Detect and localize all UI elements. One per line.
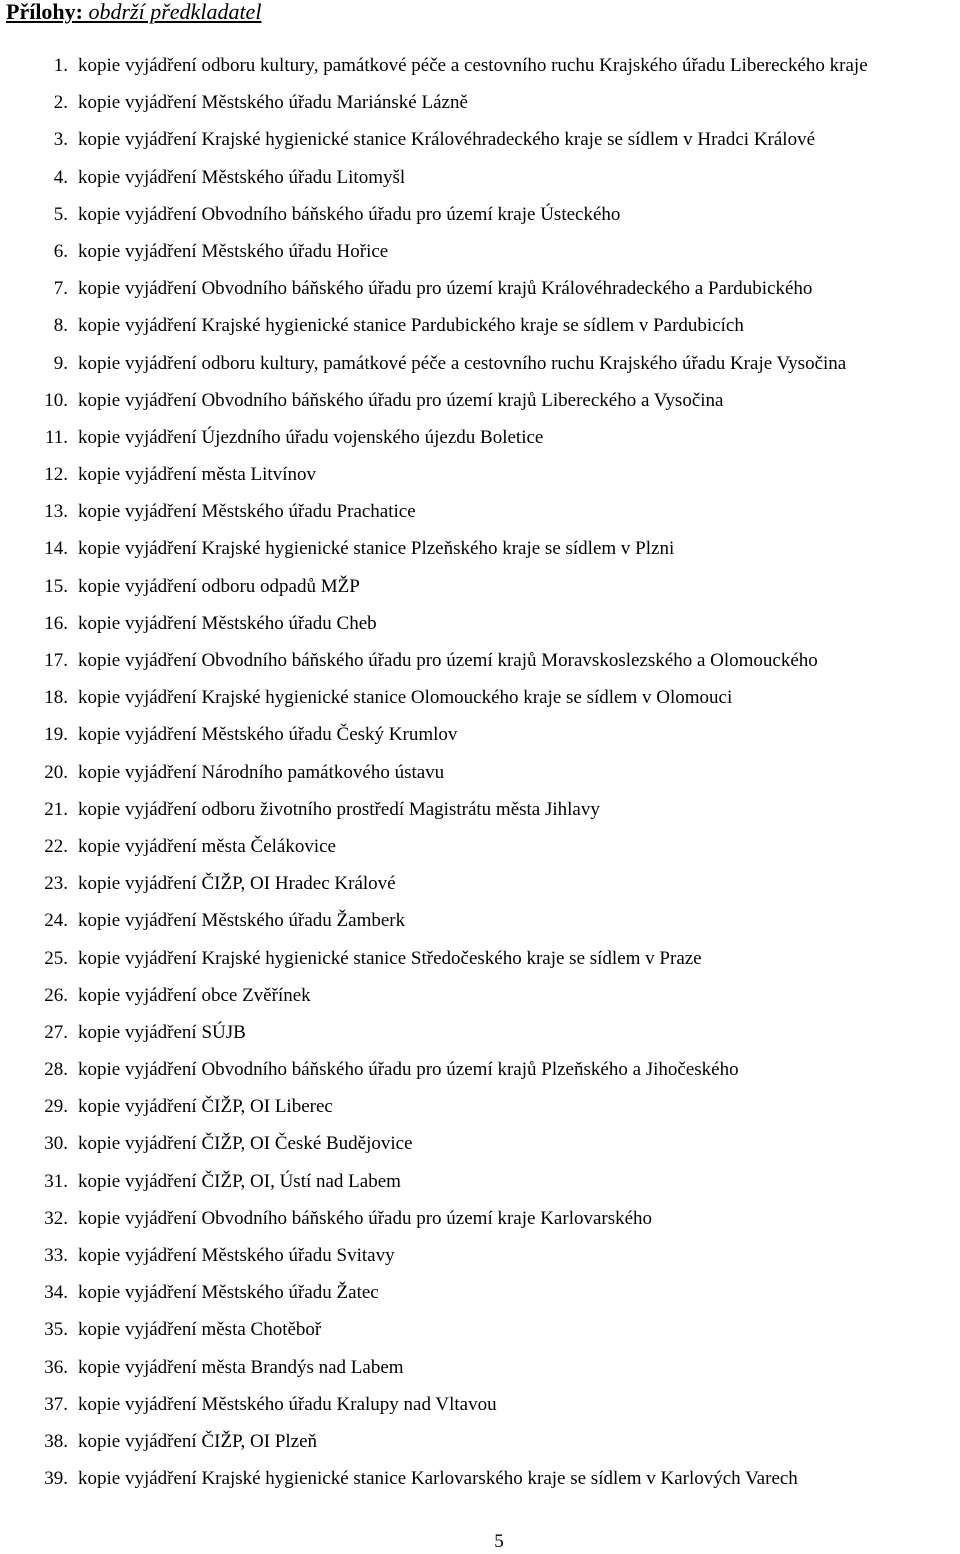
list-item-text: kopie vyjádření Městského úřadu Žatec xyxy=(78,1282,379,1304)
list-item-text: kopie vyjádření ČIŽP, OI Liberec xyxy=(78,1096,333,1118)
list-item-number: 29. xyxy=(44,1096,68,1118)
list-item-number: 13. xyxy=(44,501,68,523)
list-item-number: 4. xyxy=(53,166,68,188)
list-item-number: 6. xyxy=(53,240,68,262)
list-item xyxy=(0,424,960,461)
list-item-number: 7. xyxy=(53,278,68,300)
list-item xyxy=(0,275,960,312)
list-item-number: 26. xyxy=(44,984,68,1006)
list-item xyxy=(0,573,960,610)
list-item-text: kopie vyjádření Krajské hygienické stanice Karlovarského kraje se sídlem v Karlových Varech xyxy=(78,1468,798,1490)
list-item-number: 5. xyxy=(53,203,68,225)
list-item-text: kopie vyjádření Obvodního báňského úřadu pro území krajů Libereckého a Vysočina xyxy=(78,389,724,411)
list-item-text: kopie vyjádření Národního památkového ústavu xyxy=(78,761,445,783)
list-item-text: kopie vyjádření Městského úřadu Mariánské Lázně xyxy=(78,92,468,114)
list-item-text: kopie vyjádření Krajské hygienické stanice Královéhradeckého kraje se sídlem v Hradci Králové xyxy=(78,129,816,151)
list-item xyxy=(0,945,960,982)
list-item-number: 23. xyxy=(44,873,68,895)
list-item xyxy=(0,1130,960,1167)
list-item-text: kopie vyjádření města Čelákovice xyxy=(78,835,336,857)
list-item-text: kopie vyjádření Městského úřadu Žamberk xyxy=(78,910,406,932)
list-item-text: kopie vyjádření ČIŽP, OI České Budějovice xyxy=(78,1133,413,1155)
list-item-text: kopie vyjádření Obvodního báňského úřadu pro území krajů Královéhradeckého a Pardubického xyxy=(78,278,813,300)
list-item xyxy=(0,461,960,498)
list-item xyxy=(0,870,960,907)
list-item-number: 19. xyxy=(44,724,68,746)
list-item-text: kopie vyjádření Krajské hygienické stanice Pardubického kraje se sídlem v Pardubicích xyxy=(78,315,744,337)
list-item xyxy=(0,89,960,126)
list-item-text: kopie vyjádření ČIŽP, OI Hradec Králové xyxy=(78,873,396,895)
attachments-heading xyxy=(6,0,261,26)
list-item-number: 30. xyxy=(44,1133,68,1155)
list-item xyxy=(0,1354,960,1391)
list-item-text: kopie vyjádření Městského úřadu Prachatice xyxy=(78,501,416,523)
list-item-text: kopie vyjádření Obvodního báňského úřadu pro území krajů Plzeňského a Jihočeského xyxy=(78,1059,739,1081)
list-item-number: 31. xyxy=(44,1170,68,1192)
list-item xyxy=(0,1056,960,1093)
list-item xyxy=(0,1168,960,1205)
list-item xyxy=(0,312,960,349)
list-item-number: 3. xyxy=(53,129,68,151)
list-item xyxy=(0,1093,960,1130)
list-item xyxy=(0,1242,960,1279)
list-item-text: kopie vyjádření města Litvínov xyxy=(78,464,316,486)
list-item-text: kopie vyjádření Obvodního báňského úřadu pro území kraje Karlovarského xyxy=(78,1207,653,1229)
list-item-number: 8. xyxy=(53,315,68,337)
list-item-number: 15. xyxy=(44,575,68,597)
list-item-number: 34. xyxy=(44,1282,68,1304)
heading-label: Přílohy: xyxy=(6,0,83,24)
list-item xyxy=(0,164,960,201)
list-item xyxy=(0,238,960,275)
list-item-number: 12. xyxy=(44,464,68,486)
list-item-text: kopie vyjádření města Brandýs nad Labem xyxy=(78,1356,404,1378)
list-item-number: 35. xyxy=(44,1319,68,1341)
list-item xyxy=(0,1465,960,1502)
list-item-number: 25. xyxy=(44,947,68,969)
list-item-number: 39. xyxy=(44,1468,68,1490)
list-item xyxy=(0,833,960,870)
list-item xyxy=(0,1391,960,1428)
list-item xyxy=(0,1279,960,1316)
list-item xyxy=(0,1428,960,1465)
list-item-number: 27. xyxy=(44,1021,68,1043)
list-item-number: 28. xyxy=(44,1059,68,1081)
list-item xyxy=(0,387,960,424)
list-item-number: 14. xyxy=(44,538,68,560)
list-item-text: kopie vyjádření SÚJB xyxy=(78,1021,246,1043)
list-item-number: 10. xyxy=(44,389,68,411)
list-item-number: 1. xyxy=(53,55,68,76)
list-item-number: 22. xyxy=(44,835,68,857)
list-item xyxy=(0,350,960,387)
list-item xyxy=(0,647,960,684)
list-item xyxy=(0,982,960,1019)
list-item xyxy=(0,721,960,758)
list-item-text: kopie vyjádření Újezdního úřadu vojenského újezdu Boletice xyxy=(78,426,544,448)
list-item-text: kopie vyjádření odboru kultury, památkové péče a cestovního ruchu Krajského úřadu Kraje Vysočina xyxy=(78,352,847,374)
list-item-number: 33. xyxy=(44,1245,68,1266)
list-item-number: 38. xyxy=(44,1430,68,1452)
list-item-number: 32. xyxy=(44,1207,68,1229)
list-item xyxy=(0,907,960,944)
list-item xyxy=(0,759,960,796)
list-item-text: kopie vyjádření ČIŽP, OI, Ústí nad Labem xyxy=(78,1170,401,1192)
list-item-number: 37. xyxy=(44,1393,68,1415)
list-item-number: 16. xyxy=(44,612,68,634)
list-item-number: 18. xyxy=(44,687,68,709)
list-item-text: kopie vyjádření odboru odpadů MŽP xyxy=(78,575,360,597)
list-item xyxy=(0,684,960,721)
list-item-text: kopie vyjádření ČIŽP, OI Plzeň xyxy=(78,1430,318,1452)
list-item xyxy=(0,52,960,89)
list-item-number: 9. xyxy=(53,352,68,374)
list-item-text: kopie vyjádření Krajské hygienické stanice Středočeského kraje se sídlem v Praze xyxy=(78,947,702,969)
list-item xyxy=(0,535,960,572)
list-item-text: kopie vyjádření Městského úřadu Hořice xyxy=(78,240,389,262)
list-item xyxy=(0,1316,960,1353)
list-item-text: kopie vyjádření odboru životního prostředí Magistrátu města Jihlavy xyxy=(78,798,600,820)
list-item-text: kopie vyjádření Krajské hygienické stanice Plzeňského kraje se sídlem v Plzni xyxy=(78,538,675,560)
list-item-number: 2. xyxy=(53,92,68,114)
list-item-number: 11. xyxy=(44,426,68,448)
list-item xyxy=(0,126,960,163)
list-item-number: 21. xyxy=(44,798,68,820)
list-item-number: 17. xyxy=(44,650,68,671)
list-item-text: kopie vyjádření města Chotěboř xyxy=(78,1319,322,1341)
list-item-text: kopie vyjádření Městského úřadu Cheb xyxy=(78,612,377,634)
page-number: 5 xyxy=(494,1531,504,1552)
list-item-text: kopie vyjádření Krajské hygienické stanice Olomouckého kraje se sídlem v Olomouci xyxy=(78,687,733,709)
list-item-text: kopie vyjádření obce Zvěřínek xyxy=(78,984,311,1006)
list-item-number: 20. xyxy=(44,761,68,783)
list-item xyxy=(0,498,960,535)
list-item-text: kopie vyjádření Městského úřadu Český Krumlov xyxy=(78,724,458,746)
list-item-text: kopie vyjádření Městského úřadu Kralupy nad Vltavou xyxy=(78,1393,497,1415)
list-item-text: kopie vyjádření Městského úřadu Litomyšl xyxy=(78,166,406,188)
list-item-number: 24. xyxy=(44,910,68,932)
list-item xyxy=(0,610,960,647)
list-item-text: kopie vyjádření odboru kultury, památkové péče a cestovního ruchu Krajského úřadu Libereckého kraje xyxy=(78,55,868,76)
list-item xyxy=(0,201,960,238)
list-item xyxy=(0,1205,960,1242)
list-item xyxy=(0,1019,960,1056)
list-item-number: 36. xyxy=(44,1356,68,1378)
list-item-text: kopie vyjádření Městského úřadu Svitavy xyxy=(78,1245,395,1266)
heading-recipient: obdrží předkladatel xyxy=(83,0,262,24)
list-item xyxy=(0,796,960,833)
list-item-text: kopie vyjádření Obvodního báňského úřadu pro území krajů Moravskoslezského a Olomouckého xyxy=(78,650,818,671)
attachments-list xyxy=(0,52,960,1502)
list-item-text: kopie vyjádření Obvodního báňského úřadu pro území kraje Ústeckého xyxy=(78,203,621,225)
